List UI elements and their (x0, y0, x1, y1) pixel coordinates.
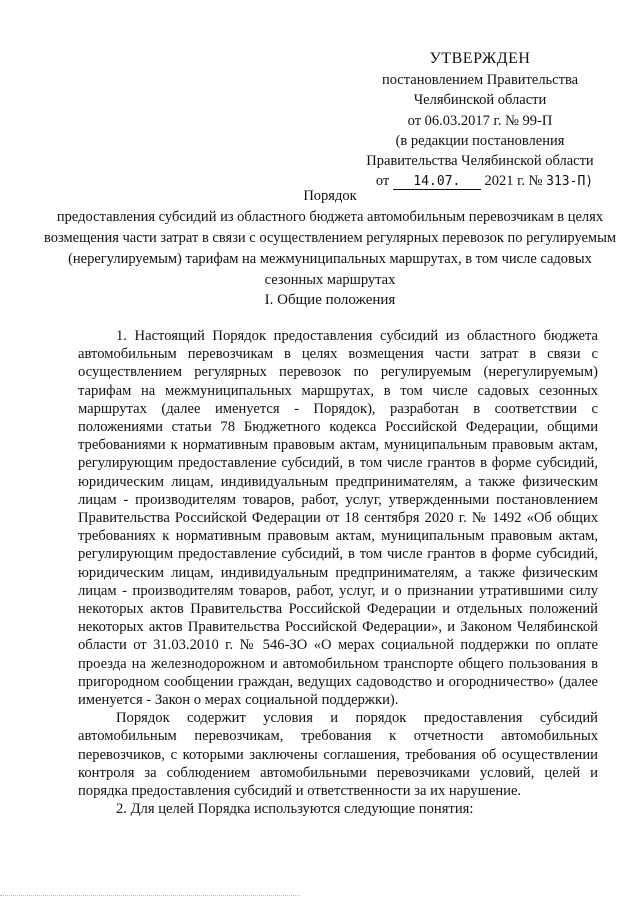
date-prefix: от (375, 173, 390, 190)
paragraph-3: 2. Для целей Порядка используются следующие понятия: (116, 801, 474, 818)
handwritten-number: 313-П) (546, 174, 594, 190)
footer-divider (0, 895, 300, 896)
title-heading: Порядок (303, 188, 357, 204)
section-title: I. Общие положения (264, 292, 396, 308)
document-body (78, 327, 598, 818)
approval-heading: УТВЕРЖДЕН (429, 50, 531, 67)
handwritten-date: 14.07. (393, 174, 481, 190)
approval-line-3: от 06.03.2017 г. № 99-П (407, 112, 553, 129)
title-description: предоставления субсидий из областного бюджета автомобильным перевозчикам в целях возмещения части затрат в связи с осуществлением регулярных перевозок по регулируемым (нерегулируемым) тарифам на межмуниципальных маршрутах, в том числе садовых сезонных маршрутах (43, 209, 617, 288)
year-text: 2021 г. № (484, 173, 543, 190)
approval-line-2: Челябинской области (413, 92, 547, 109)
approval-line-4: (в редакции постановления (395, 132, 565, 149)
approval-line-1: постановлением Правительства (381, 72, 579, 88)
paragraph-1: 1. Настоящий Порядок предоставления субсидий из областного бюджета автомобильным перевозчикам в целях возмещения части затрат в связи с осуществлением регулярных перевозок по регулируемым (нерегулируемым) тарифам на межмуниципальных маршрутах, в том числе садовых сезонных маршрутах (далее именуется - Порядок), разработан в соответствии с положениями статьи 78 Бюджетного кодекса Российской Федерации, общими требованиями к нормативным правовым актам, муниципальным правовым актам, регулирующим предоставление субсидий, в том числе грантов в форме субсидий, юридическим лицам, индивидуальным предпринимателям, а также физическим лицам - производителям товаров, работ, услуг, утвержденными постановлением Правительства Российской Федерации от 18 сентября 2020 г. № 1492 «Об общих требованиях к нормативным правовым актам, муниципальным правовым актам, регулирующим предоставление субсидий, в том числе грантов в форме субсидий, юридическим лицам, индивидуальным предпринимателям, а также физическим лицам - производителям товаров, работ, услуг, и о признании утратившими силу некоторых актов Правительства Российской Федерации и отдельных положений некоторых актов Правительства Российской Федерации», и Законом Челябинской области от 31.03.2010 г. № 546-ЗО «О мерах социальной поддержки по оплате проезда на железнодорожном и автомобильном транспорте общего пользования в пригородном сообщении граждан, ведущих садоводство и огородничество» (далее именуется - Закон о мерах социальной поддержки). (78, 328, 598, 709)
document-title (40, 186, 620, 291)
approval-stamp (355, 48, 605, 192)
paragraph-2: Порядок содержит условия и порядок предоставления субсидий автомобильным перевозчикам, требования к отчетности автомобильных перевозчиков, с которыми заключены соглашения, требования об осуществлении контроля за соблюдением автомобильными перевозчиками условий, целей и порядка предоставления субсидий и ответственности за их нарушение. (78, 710, 598, 800)
approval-line-5: Правительства Челябинской области (366, 153, 594, 170)
